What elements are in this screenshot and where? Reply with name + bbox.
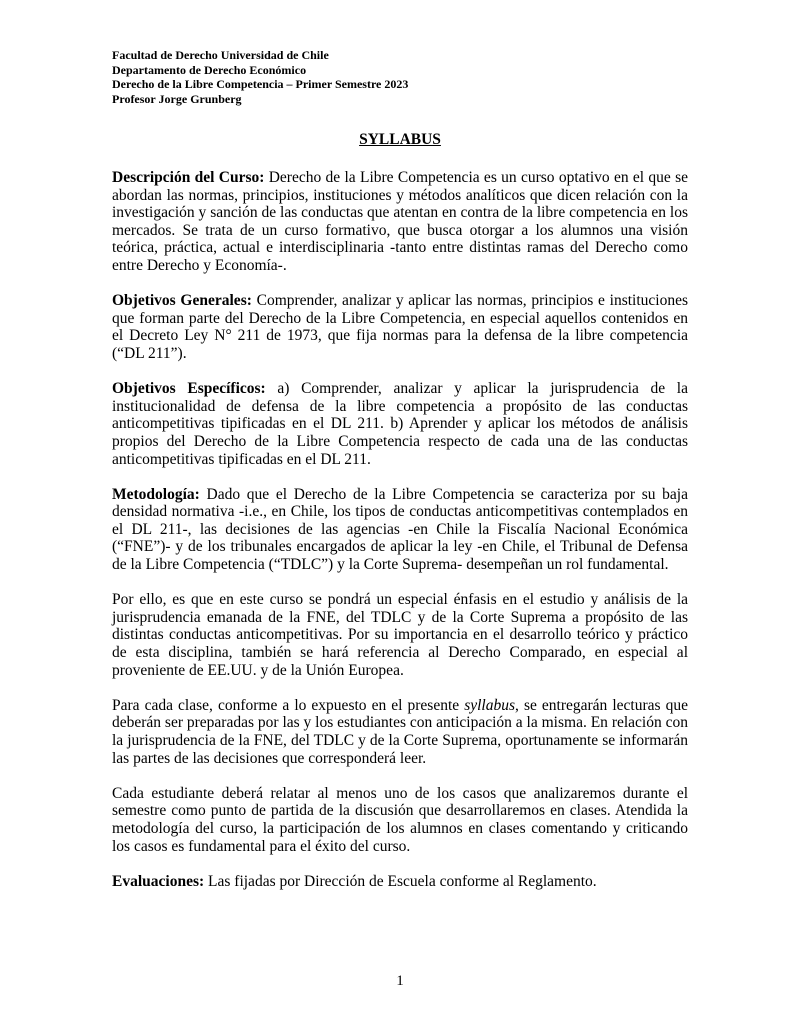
header-department: Departamento de Derecho Económico [112, 62, 307, 77]
paragraph-para-cada-clase [112, 697, 688, 767]
header-faculty: Facultad de Derecho Universidad de Chile [112, 48, 329, 62]
text-para-cada-clase-after: , se entregarán lecturas que deberán ser preparadas por las y los estudiantes con anticipación a la misma. En relación con la jurisprudencia de la FNE, del TDLC y de la Corte Suprema, oportunamente se informarán las partes de las decisiones que corresponderá leer. [112, 696, 688, 767]
text-para-cada-clase-before: Para cada clase, conforme a lo expuesto en el presente [112, 696, 465, 714]
header-course: Derecho de la Libre Competencia – Primer Semestre 2023 [112, 77, 409, 91]
label-evaluaciones: Evaluaciones: [112, 872, 205, 890]
document-header [112, 48, 688, 106]
page-title: SYLLABUS [359, 131, 441, 148]
text-descripcion: Derecho de la Libre Competencia es un curso optativo en el que se abordan las normas, principios, instituciones y métodos analíticos que dicen relación con la investigación y sanción de las conductas que atentan en contra de la libre competencia en los mercados. Se trata de un curso formativo, que busca otorgar a los alumnos una visión teórica, práctica, actual e interdisciplinaria -tanto entre distintas ramas del Derecho como entre Derecho y Economía-. [112, 169, 688, 274]
text-syllabus-italic: syllabus [464, 696, 516, 714]
text-metodologia: Dado que el Derecho de la Libre Competencia se caracteriza por su baja densidad normativa -i.e., en Chile, los tipos de conductas anticompetitivas contemplados en el DL 211-, las decisiones de las agencias -en Chile la Fiscalía Nacional Económica (“FNE”)- y de los tribunales encargados de aplicar la ley -en Chile, el Tribunal de Defensa de la Libre Competencia (“TDLC”) y la Corte Suprema- desempeñan un rol fundamental. [112, 485, 688, 574]
text-evaluaciones: Las fijadas por Dirección de Escuela conforme al Reglamento. [204, 872, 597, 890]
text-objetivos-especificos: a) Comprender, analizar y aplicar la jurisprudencia de la institucionalidad de defensa de la libre competencia a propósito de las conductas anticompetitivas tipificadas en el DL 211. b) Aprender y aplicar los métodos de análisis propios del Derecho de la Libre Competencia respecto de cada una de las conductas anticompetitivas tipificadas en el DL 211. [112, 380, 688, 468]
document-page [112, 48, 688, 908]
label-metodologia: Metodología: [112, 485, 200, 503]
text-objetivos-generales: Comprender, analizar y aplicar las normas, principios e instituciones que forman parte del Derecho de la Libre Competencia, en especial aquellos contenidos en el Decreto Ley N° 211 de 1973, que fija normas para la defensa de la libre competencia (“DL 211”). [112, 292, 688, 362]
paragraph-objetivos-especificos [112, 380, 688, 468]
paragraph-objetivos-generales [112, 292, 688, 362]
paragraph-metodologia [112, 486, 688, 574]
label-objetivos-generales: Objetivos Generales: [112, 292, 252, 310]
paragraph-descripcion [112, 169, 688, 275]
paragraph-cada-estudiante: Cada estudiante deberá relatar al menos uno de los casos que analizaremos durante el semestre como punto de partida de la discusión que desarrollaremos en clases. Atendida la metodología del curso, la participación de los alumnos en clases comentando y criticando los casos es fundamental para el éxito del curso. [112, 784, 688, 855]
paragraph-por-ello: Por ello, es que en este curso se pondrá un especial énfasis en el estudio y análisis de la jurisprudencia emanada de la FNE, del TDLC y de la Corte Suprema a propósito de las distintas conductas anticompetitivas. Por su importancia en el desarrollo teórico y práctico de esta disciplina, también se hará referencia al Derecho Comparado, en especial al proveniente de EE.UU. y de la Unión Europea. [112, 591, 688, 679]
paragraph-evaluaciones [112, 873, 688, 891]
header-professor: Profesor Jorge Grunberg [112, 91, 242, 106]
label-descripcion: Descripción del Curso: [112, 169, 265, 186]
page-number: 1 [396, 973, 404, 989]
label-objetivos-especificos: Objetivos Específicos: [112, 380, 266, 398]
